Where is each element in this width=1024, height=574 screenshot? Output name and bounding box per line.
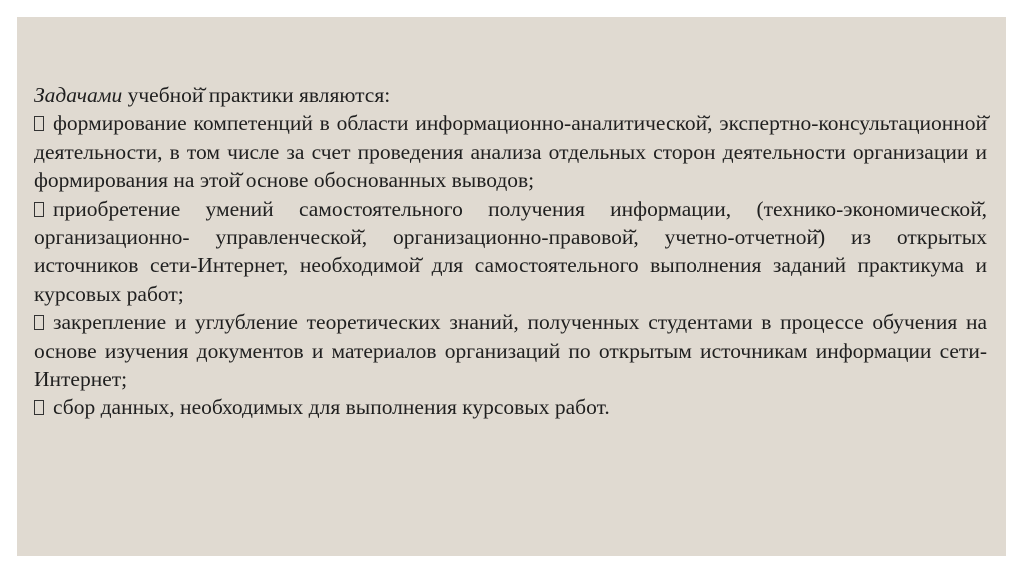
bullet-box-icon — [34, 400, 44, 415]
intro-line — [34, 81, 987, 109]
task-item — [34, 109, 987, 194]
bullet-box-icon — [34, 116, 44, 131]
task-item-text: формирование компетенций в области информационно-аналитической̆, экспертно-консультационной̆ деятельности, в том числе за счет проведения анализа отдельных сторон деятельности организации и формирования на этой̆ основе обоснованных выводов; — [34, 111, 987, 193]
bullet-box-icon — [34, 315, 44, 330]
task-item — [34, 308, 987, 393]
task-item-text: приобретение умений самостоятельного получения информации, (технико-экономической̆, организационно- управленческой̆, организационно-правовой̆, учетно-отчетной̆) из открытых источников сети-Интернет, необходимой̆ для самостоятельного выполнения заданий практикума и курсовых работ; — [34, 196, 987, 306]
slide-content — [34, 81, 987, 422]
task-item-text: закрепление и углубление теоретических знаний, полученных студентами в процессе обучения на основе изучения документов и материалов организаций по открытым источникам информации сети-Интернет; — [34, 310, 987, 392]
task-item-text: сбор данных, необходимых для выполнения курсовых работ. — [53, 395, 610, 420]
task-item — [34, 195, 987, 309]
bullet-box-icon — [34, 202, 44, 217]
intro-text: учебной̆ практики являются: — [122, 83, 391, 107]
task-item — [34, 393, 987, 421]
slide — [17, 17, 1006, 556]
intro-emphasis: Задачами — [34, 83, 123, 107]
